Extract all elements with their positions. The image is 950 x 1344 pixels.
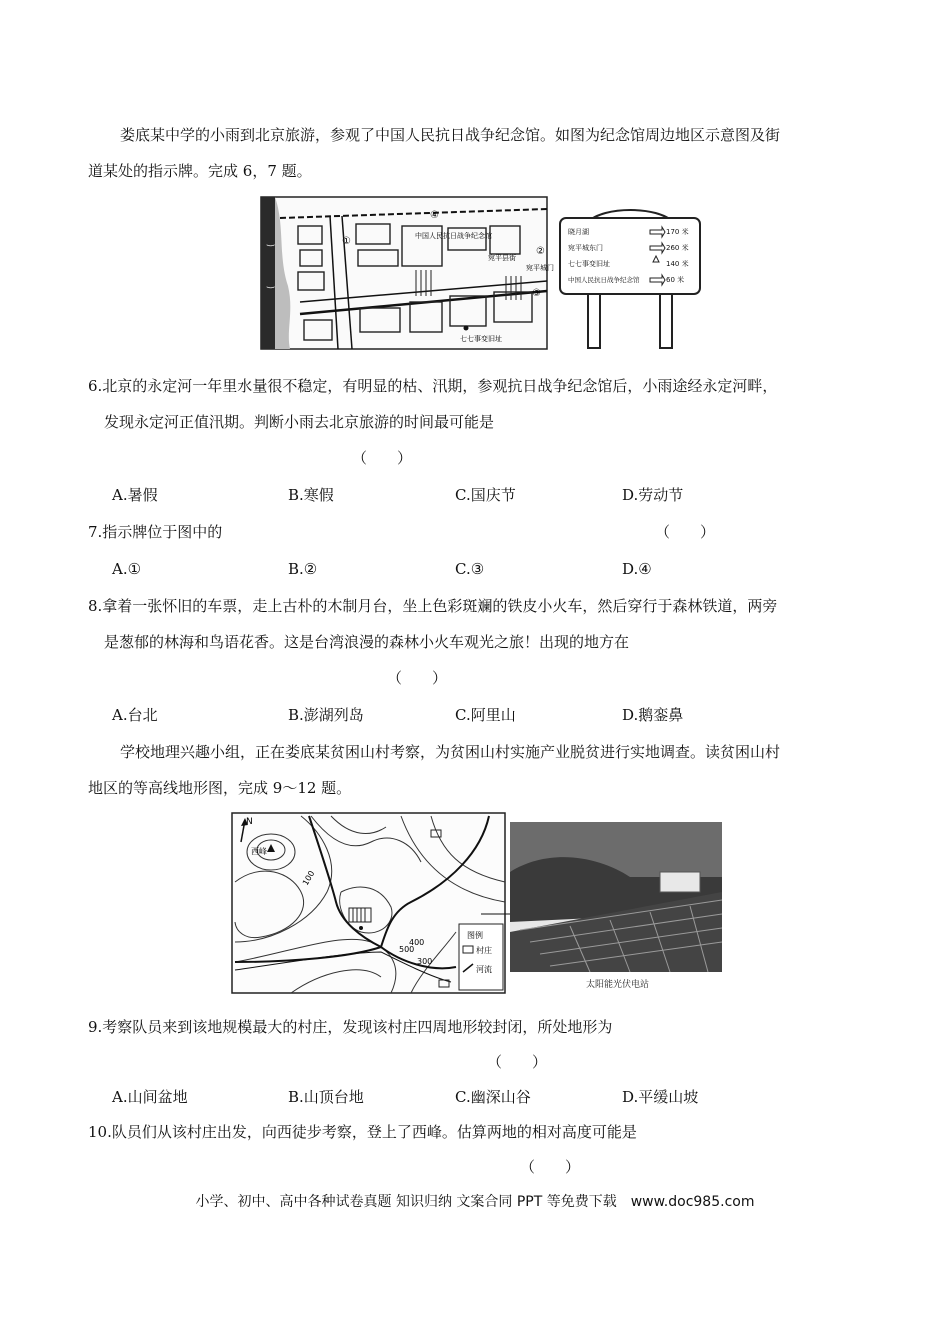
intro1-line1: 娄底某中学的小雨到北京旅游，参观了中国人民抗日战争纪念馆。如图为纪念馆周边地区示意图及街 [120, 126, 781, 144]
q7-option-b[interactable]: B.② [288, 560, 318, 578]
map-label-site: 七七事变旧址 [460, 335, 502, 343]
q8-line2: 是葱郁的林海和鸟语花香。这是台湾浪漫的森林小火车观光之旅！出现的地方在 [104, 633, 630, 651]
contour-map [231, 812, 506, 994]
map-label-gate: 宛平城门 [526, 264, 554, 272]
map-marker-4: ④ [430, 210, 439, 221]
q9-line1: 9.考察队员来到该地规模最大的村庄，发现该村庄四周地形较封闭，所处地形为 [88, 1018, 613, 1036]
sign-row-1-dist: 170 米 [666, 228, 689, 236]
contour-300-label: 300 [417, 957, 433, 966]
direction-signboard [558, 204, 702, 350]
q8-option-b[interactable]: B.澎湖列岛 [288, 706, 364, 724]
map-label-street: 宛平县街 [488, 254, 516, 262]
q8-option-a[interactable]: A.台北 [112, 706, 158, 724]
q8-option-c[interactable]: C.阿里山 [455, 706, 516, 724]
q8-line1: 8.拿着一张怀旧的车票，走上古朴的木制月台，坐上色彩斑斓的铁皮小火车，然后穿行于森林铁道，两旁 [88, 597, 778, 615]
q10-line1: 10.队员们从该村庄出发，向西徒步考察，登上了西峰。估算两地的相对高度可能是 [88, 1123, 637, 1141]
contour-500-label: 500 [399, 945, 415, 954]
page-footer: 小学、初中、高中各种试卷真题 知识归纳 文案合同 PPT 等免费下载 www.doc985.com [195, 1194, 755, 1210]
photo-caption: 太阳能光伏电站 [586, 980, 650, 990]
q7-option-c[interactable]: C.③ [455, 560, 485, 578]
q8-option-d[interactable]: D.鹅銮鼻 [622, 706, 684, 724]
q6-option-d[interactable]: D.劳动节 [622, 486, 684, 504]
sign-row-3-dist: 140 米 [666, 260, 689, 268]
sign-row-3-name: 七七事变旧址 [568, 260, 610, 268]
q10-answer-paren: （ ） [520, 1158, 581, 1176]
sign-row-4-dist: 60 米 [666, 276, 685, 284]
sign-row-1-name: 晓月湖 [568, 228, 589, 236]
q7-answer-paren: （ ） [655, 523, 716, 541]
q9-option-b[interactable]: B.山顶台地 [288, 1088, 364, 1106]
sign-row-2-name: 宛平城东门 [568, 244, 603, 252]
peak-label: 西峰 [251, 847, 267, 856]
north-label: N [246, 817, 253, 827]
svg-text:‿: ‿ [267, 279, 275, 289]
map-label-memorial: 中国人民抗日战争纪念馆 [415, 232, 492, 240]
intro2-line1: 学校地理兴趣小组，正在娄底某贫困山村考察，为贫困山村实施产业脱贫进行实地调查。读贫困山村 [120, 743, 781, 761]
map-marker-1: ① [342, 236, 351, 247]
q7-line1: 7.指示牌位于图中的 [88, 523, 223, 541]
q9-option-d[interactable]: D.平缓山坡 [622, 1088, 699, 1106]
solar-station-photo [510, 822, 722, 994]
q9-option-c[interactable]: C.幽深山谷 [455, 1088, 531, 1106]
svg-text:‿: ‿ [267, 237, 275, 247]
sign-row-4-name: 中国人民抗日战争纪念馆 [568, 276, 640, 284]
legend-river-label: 河流 [476, 965, 492, 974]
map-marker-2: ② [536, 246, 545, 257]
q8-answer-paren: （ ） [387, 669, 448, 687]
intro2-line2: 地区的等高线地形图，完成 9～12 题。 [88, 779, 352, 797]
q7-option-d[interactable]: D.④ [622, 560, 652, 578]
q6-answer-paren: （ ） [352, 449, 413, 467]
legend-title: 图例 [467, 931, 483, 940]
q6-line2: 发现永定河正值汛期。判断小雨去北京旅游的时间最可能是 [104, 413, 495, 431]
contour-400-label: 400 [409, 938, 425, 947]
contour-100-label: 100 [300, 869, 317, 887]
intro1-line2: 道某处的指示牌。完成 6，7 题。 [88, 162, 312, 180]
q6-option-a[interactable]: A.暑假 [112, 486, 158, 504]
q9-option-a[interactable]: A.山间盆地 [112, 1088, 188, 1106]
memorial-area-map [260, 196, 554, 350]
q9-answer-paren: （ ） [487, 1053, 548, 1071]
q6-option-c[interactable]: C.国庆节 [455, 486, 516, 504]
q6-line1: 6.北京的永定河一年里水量很不稳定，有明显的枯、汛期，参观抗日战争纪念馆后，小雨途经永定河畔， [88, 377, 778, 395]
sign-row-2-dist: 260 米 [666, 244, 689, 252]
legend-village-label: 村庄 [476, 946, 492, 955]
q6-option-b[interactable]: B.寒假 [288, 486, 334, 504]
map-marker-3: ③ [532, 288, 541, 299]
q7-option-a[interactable]: A.① [112, 560, 142, 578]
